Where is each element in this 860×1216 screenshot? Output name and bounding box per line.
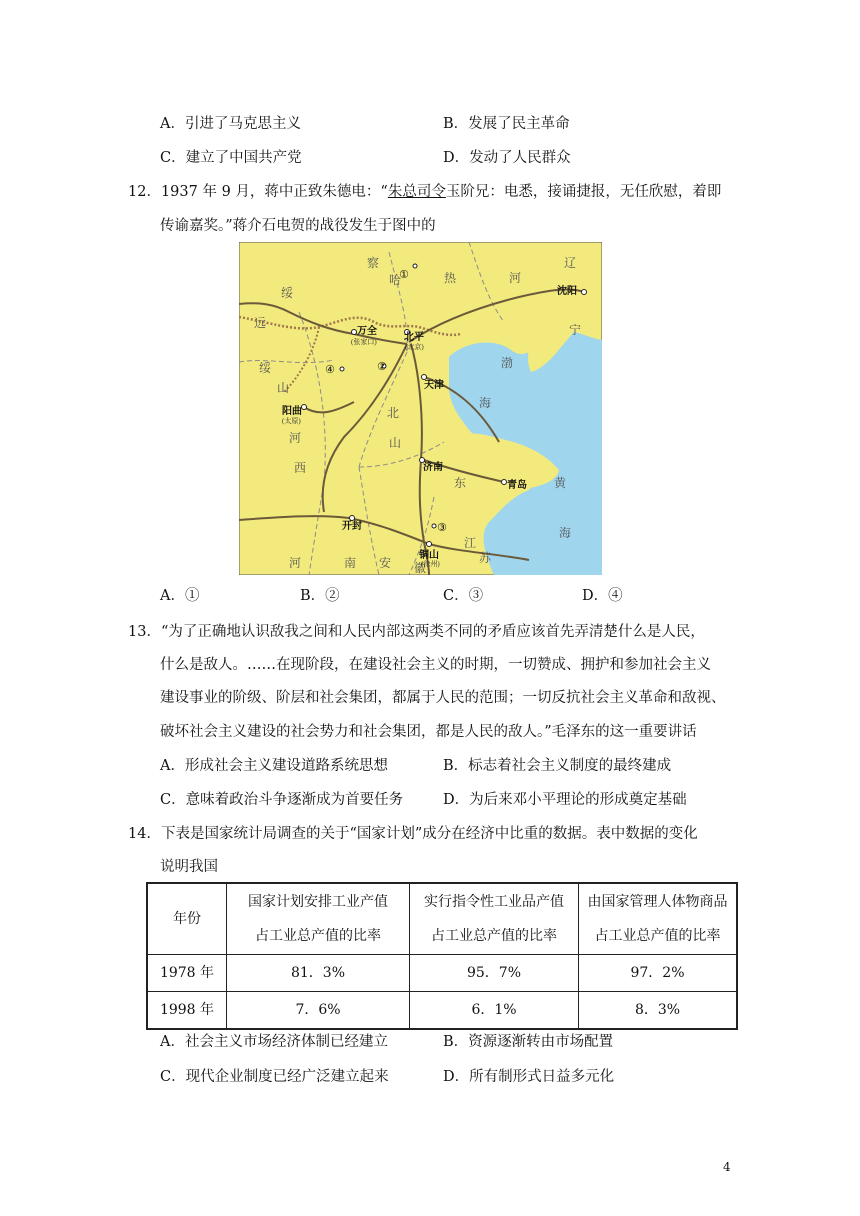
map-region-label: 远 [254, 316, 267, 330]
q11-option-c: C．建立了中国共产党 [160, 150, 302, 166]
map-marker-4: ④ [325, 363, 335, 376]
q11-option-a: A．引进了马克思主义 [160, 116, 301, 132]
q14-option-b: B．资源逐渐转由市场配置 [443, 1034, 614, 1050]
map-marker-2: ② [377, 360, 387, 373]
north-china-map [239, 242, 602, 575]
map-region-label: 河 [509, 271, 522, 285]
q13-option-c: C．意味着政治斗争逐渐成为首要任务 [160, 792, 404, 808]
map-region-label: 安 [379, 556, 392, 570]
map-city-label: 济南 [423, 462, 443, 473]
map-city-label: 沈阳 [557, 286, 577, 297]
map-region-label: 河 [289, 556, 302, 570]
table-cell: 6．1% [410, 992, 579, 1030]
table-cell: 95．7% [410, 955, 579, 992]
q12-stem-line2: 传谕嘉奖。”蒋介石电贺的战役发生于图中的 [160, 218, 436, 234]
table-cell-year: 1978 年 [147, 955, 227, 992]
map-region-label: 绥 [259, 361, 272, 375]
map-region-label: 绥 [281, 286, 294, 300]
q12-option-a: A．① [160, 588, 200, 604]
q13-option-b: B．标志着社会主义制度的最终建成 [443, 758, 672, 774]
map-region-label: 徽 [414, 561, 427, 575]
map-city-label: 万全 [357, 326, 377, 337]
table-cell: 8．3% [579, 992, 738, 1030]
map-city-label: 青岛 [507, 480, 527, 491]
page-number: 4 [723, 1160, 731, 1174]
q14-option-d: D．所有制形式日益多元化 [443, 1069, 615, 1085]
q13-stem-line1: 13．“为了正确地认识敌我之间和人民内部这两类不同的矛盾应该首先弄清楚什么是人民， [128, 624, 705, 640]
map-region-label: 宁 [569, 323, 582, 337]
map-region-label: 山 [277, 381, 290, 395]
plan-share-table [146, 882, 738, 1030]
table-row [147, 992, 737, 1030]
map-region-label: 察 [367, 256, 380, 270]
q12-option-d: D．④ [582, 588, 623, 604]
table-header-col1: 国家计划安排工业产值 占工业总产值的比率 [227, 883, 410, 955]
q11-option-b: B．发展了民主革命 [443, 116, 570, 132]
table-header-year: 年份 [147, 883, 227, 955]
table-row [147, 955, 737, 992]
map-sea-label: 海 [479, 396, 492, 410]
table-cell: 7．6% [227, 992, 410, 1030]
q14-option-a: A．社会主义市场经济体制已经建立 [160, 1034, 388, 1050]
map-city-sublabel: (张家口) [351, 338, 377, 346]
q13-option-d: D．为后来邓小平理论的形成奠定基础 [443, 792, 687, 808]
map-city-sublabel: (太原) [282, 417, 301, 425]
map-region-label: 热 [444, 271, 457, 285]
map-region-label: 山 [389, 436, 402, 450]
map-sea-label: 渤 [501, 356, 514, 370]
q14-stem-line1: 14．下表是国家统计局调查的关于“国家计划”成分在经济中比重的数据。表中数据的变化 [128, 826, 698, 842]
map-region-label: 江 [464, 536, 477, 550]
map-region-label: 西 [294, 461, 307, 475]
map-sea-label: 海 [559, 526, 572, 540]
map-marker-1: ① [399, 268, 409, 281]
map-city-label: 阳曲 [282, 406, 302, 417]
q13-stem-line3: 建设事业的阶级、阶层和社会集团，都属于人民的范围；一切反抗社会主义革命和敌视、 [160, 690, 726, 706]
map-city-label: 天津 [424, 380, 444, 391]
map-marker-3: ③ [437, 521, 447, 534]
map-region-label: 苏 [479, 551, 492, 565]
map-city-label: 北平 [404, 332, 424, 343]
map-sea-label: 黄 [554, 476, 567, 490]
map-region-label: 南 [344, 556, 357, 570]
q13-option-a: A．形成社会主义建设道路系统思想 [160, 758, 388, 774]
q12-stem-line1: 12．1937 年 9 月，蒋中正致朱德电：“朱总司令玉阶兄：电悉，接诵捷报，无任欣慰，着即 [128, 184, 722, 200]
table-cell: 81．3% [227, 955, 410, 992]
q12-option-b: B．② [300, 588, 340, 604]
q11-option-d: D．发动了人民群众 [443, 150, 571, 166]
q14-stem-line2: 说明我国 [160, 859, 218, 875]
map-region-label: 河 [289, 431, 302, 445]
table-header-row [147, 883, 737, 955]
table-header-col3: 由国家管理人体物商品 占工业总产值的比率 [579, 883, 738, 955]
q14-option-c: C．现代企业制度已经广泛建立起来 [160, 1069, 389, 1085]
table-cell: 97．2% [579, 955, 738, 992]
map-city-sublabel: (北京) [405, 343, 424, 351]
q13-stem-line4: 破坏社会主义建设的社会势力和社会集团，都是人民的敌人。”毛泽东的这一重要讲话 [160, 724, 697, 740]
map-region-label: 东 [454, 476, 467, 490]
map-region-label: 哈 [389, 273, 402, 287]
map-city-label: 开封 [342, 521, 362, 532]
map-city-label: 铜山 [419, 550, 439, 561]
map-city-sublabel: (徐州) [421, 560, 440, 568]
q12-option-c: C．③ [443, 588, 484, 604]
table-cell-year: 1998 年 [147, 992, 227, 1030]
table-header-col2: 实行指令性工业品产值 占工业总产值的比率 [410, 883, 579, 955]
map-region-label: 北 [387, 406, 400, 420]
map-region-label: 辽 [564, 256, 577, 270]
q13-stem-line2: 什么是敌人。……在现阶段，在建设社会主义的时期，一切赞成、拥护和参加社会主义 [160, 657, 711, 673]
